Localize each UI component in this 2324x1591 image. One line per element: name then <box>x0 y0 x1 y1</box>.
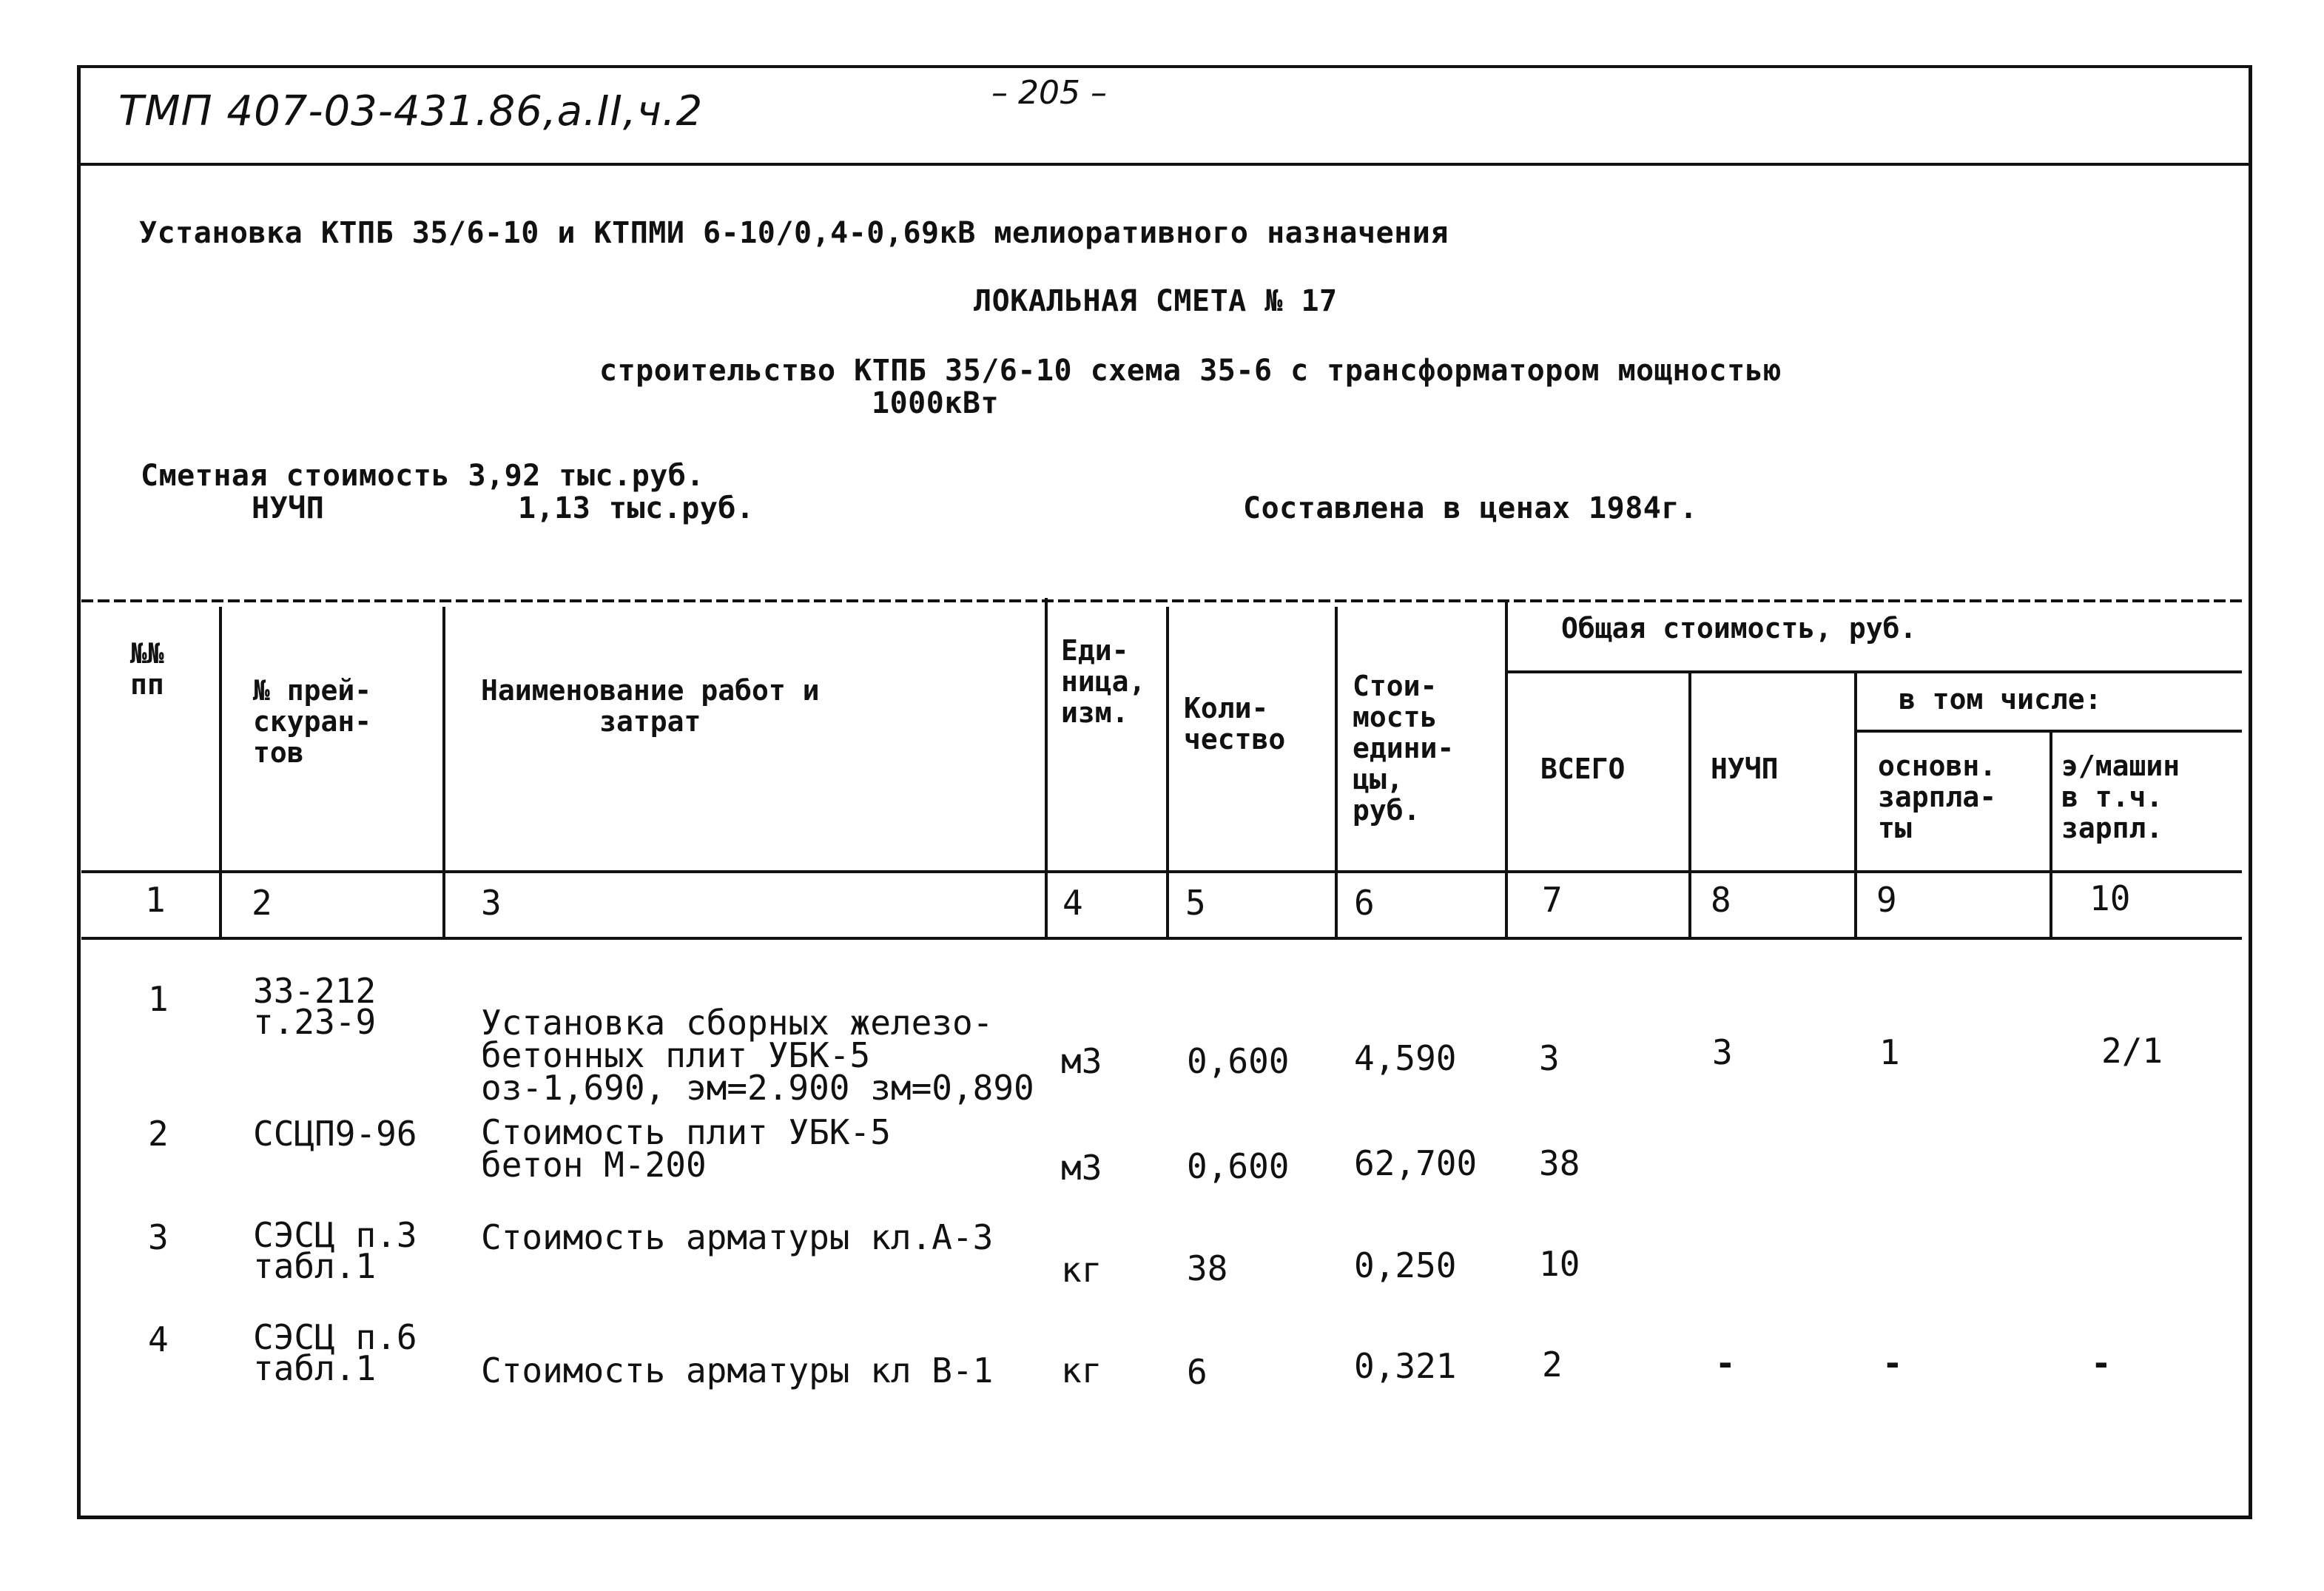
row-unit: м3 <box>1061 1041 1102 1081</box>
row-price-ref: 33-212 т.23-9 <box>253 971 377 1042</box>
row-num: 4 <box>148 1319 169 1359</box>
row-unit-cost: 62,700 <box>1354 1143 1478 1183</box>
row-name: Стоимость арматуры кл.А-3 <box>481 1217 994 1257</box>
row-total: 10 <box>1539 1244 1580 1284</box>
row-qty: 0,600 <box>1187 1146 1290 1186</box>
col-number: 6 <box>1354 883 1375 923</box>
document-title: ЛОКАЛЬНАЯ СМЕТА № 17 <box>974 284 1338 318</box>
row-price-ref: СЭСЦ п.6 табл.1 <box>253 1317 417 1388</box>
col-number: 5 <box>1185 883 1206 923</box>
row-base-wage: 1 <box>1879 1032 1900 1072</box>
row-nuchp: - <box>1715 1343 1736 1383</box>
col-number: 2 <box>252 883 272 923</box>
row-base-wage: - <box>1882 1343 1903 1383</box>
col-divider <box>1688 670 1691 937</box>
header-unit: Еди- ница, изм. <box>1061 634 1146 729</box>
subject-line-2: 1000кВт <box>872 386 1000 420</box>
row-unit-cost: 0,250 <box>1354 1245 1457 1285</box>
row-price-ref: СЭСЦ п.3 табл.1 <box>253 1215 417 1286</box>
header-base-wage: основн. зарпла- ты <box>1878 750 1997 844</box>
row-num: 2 <box>148 1114 169 1154</box>
col-number: 8 <box>1711 880 1731 920</box>
header-name: Наименование работ и затрат <box>481 674 820 738</box>
col-number: 1 <box>145 880 166 920</box>
row-nuchp: 3 <box>1712 1032 1733 1072</box>
row-name: Стоимость плит УБК-5 бетон М-200 <box>481 1112 891 1185</box>
row-qty: 6 <box>1187 1352 1208 1392</box>
col-divider <box>1166 607 1169 937</box>
header-num: №№ пп <box>130 637 164 701</box>
estimated-cost: Сметная стоимость 3,92 тыс.руб. <box>141 459 705 493</box>
row-unit: м3 <box>1061 1148 1102 1188</box>
row-total: 2 <box>1542 1345 1563 1385</box>
row-total: 3 <box>1539 1038 1560 1078</box>
row-unit: кг <box>1061 1250 1102 1290</box>
header-incl-group: в том числе: <box>1899 683 2102 716</box>
col-divider <box>442 607 445 937</box>
header-nuchp: НУЧП <box>1711 753 1779 785</box>
header-unit-cost: Стои- мость едини- цы, руб. <box>1353 670 1455 827</box>
col-number: 7 <box>1542 880 1563 920</box>
page-number: – 205 – <box>991 74 1107 112</box>
row-qty: 38 <box>1187 1248 1228 1288</box>
price-base: Составлена в ценах 1984г. <box>1243 491 1698 525</box>
row-unit: кг <box>1061 1350 1102 1390</box>
header-total: ВСЕГО <box>1540 753 1626 785</box>
group-divider <box>1506 670 2242 673</box>
subject-line-1: строительство КТПБ 35/6-10 схема 35-6 с трансформатором мощностью <box>599 354 1782 388</box>
row-unit-cost: 4,590 <box>1354 1038 1457 1078</box>
col-divider <box>1505 601 1508 937</box>
row-machine-wage: - <box>2091 1343 2112 1383</box>
col-number: 9 <box>1876 880 1897 920</box>
header-bottom-rule <box>81 870 2242 873</box>
row-unit-cost: 0,321 <box>1354 1346 1457 1386</box>
col-number: 4 <box>1062 883 1083 923</box>
subgroup-divider <box>1856 730 2242 733</box>
header-total-group: Общая стоимость, руб. <box>1561 612 1917 645</box>
row-num: 3 <box>148 1217 169 1257</box>
col-divider <box>1335 607 1338 937</box>
colnum-bottom-rule <box>81 937 2242 940</box>
header-machine-wage: э/машин в т.ч. зарпл. <box>2061 750 2180 844</box>
row-machine-wage: 2/1 <box>2101 1031 2163 1071</box>
col-divider <box>1045 598 1048 937</box>
header-price-ref: № прей- скуран- тов <box>253 674 372 769</box>
row-price-ref: ССЦП9-96 <box>253 1114 417 1154</box>
stamp: ТМП 407-03-431.86,а.II,ч.2 <box>118 87 704 135</box>
row-name: Стоимость арматуры кл В-1 <box>481 1350 994 1390</box>
project-title: Установка КТПБ 35/6-10 и КТПМИ 6-10/0,4-0,69кВ мелиоративного назначения <box>139 216 1449 250</box>
col-number: 10 <box>2089 878 2131 918</box>
nuchp-label: НУЧП <box>252 491 325 525</box>
col-divider <box>1854 670 1857 937</box>
row-num: 1 <box>148 979 169 1019</box>
header-qty: Коли- чество <box>1184 692 1286 756</box>
row-total: 38 <box>1539 1143 1580 1183</box>
col-number: 3 <box>481 883 502 923</box>
row-qty: 0,600 <box>1187 1041 1290 1081</box>
table-top-rule <box>81 599 2242 602</box>
col-divider <box>219 607 222 937</box>
col-divider <box>2050 730 2052 937</box>
nuchp-value: 1,13 тыс.руб. <box>518 491 755 525</box>
row-name: Установка сборных железо- бетонных плит УБК-5 оз-1,690, эм=2.900 зм=0,890 <box>481 1003 1034 1108</box>
